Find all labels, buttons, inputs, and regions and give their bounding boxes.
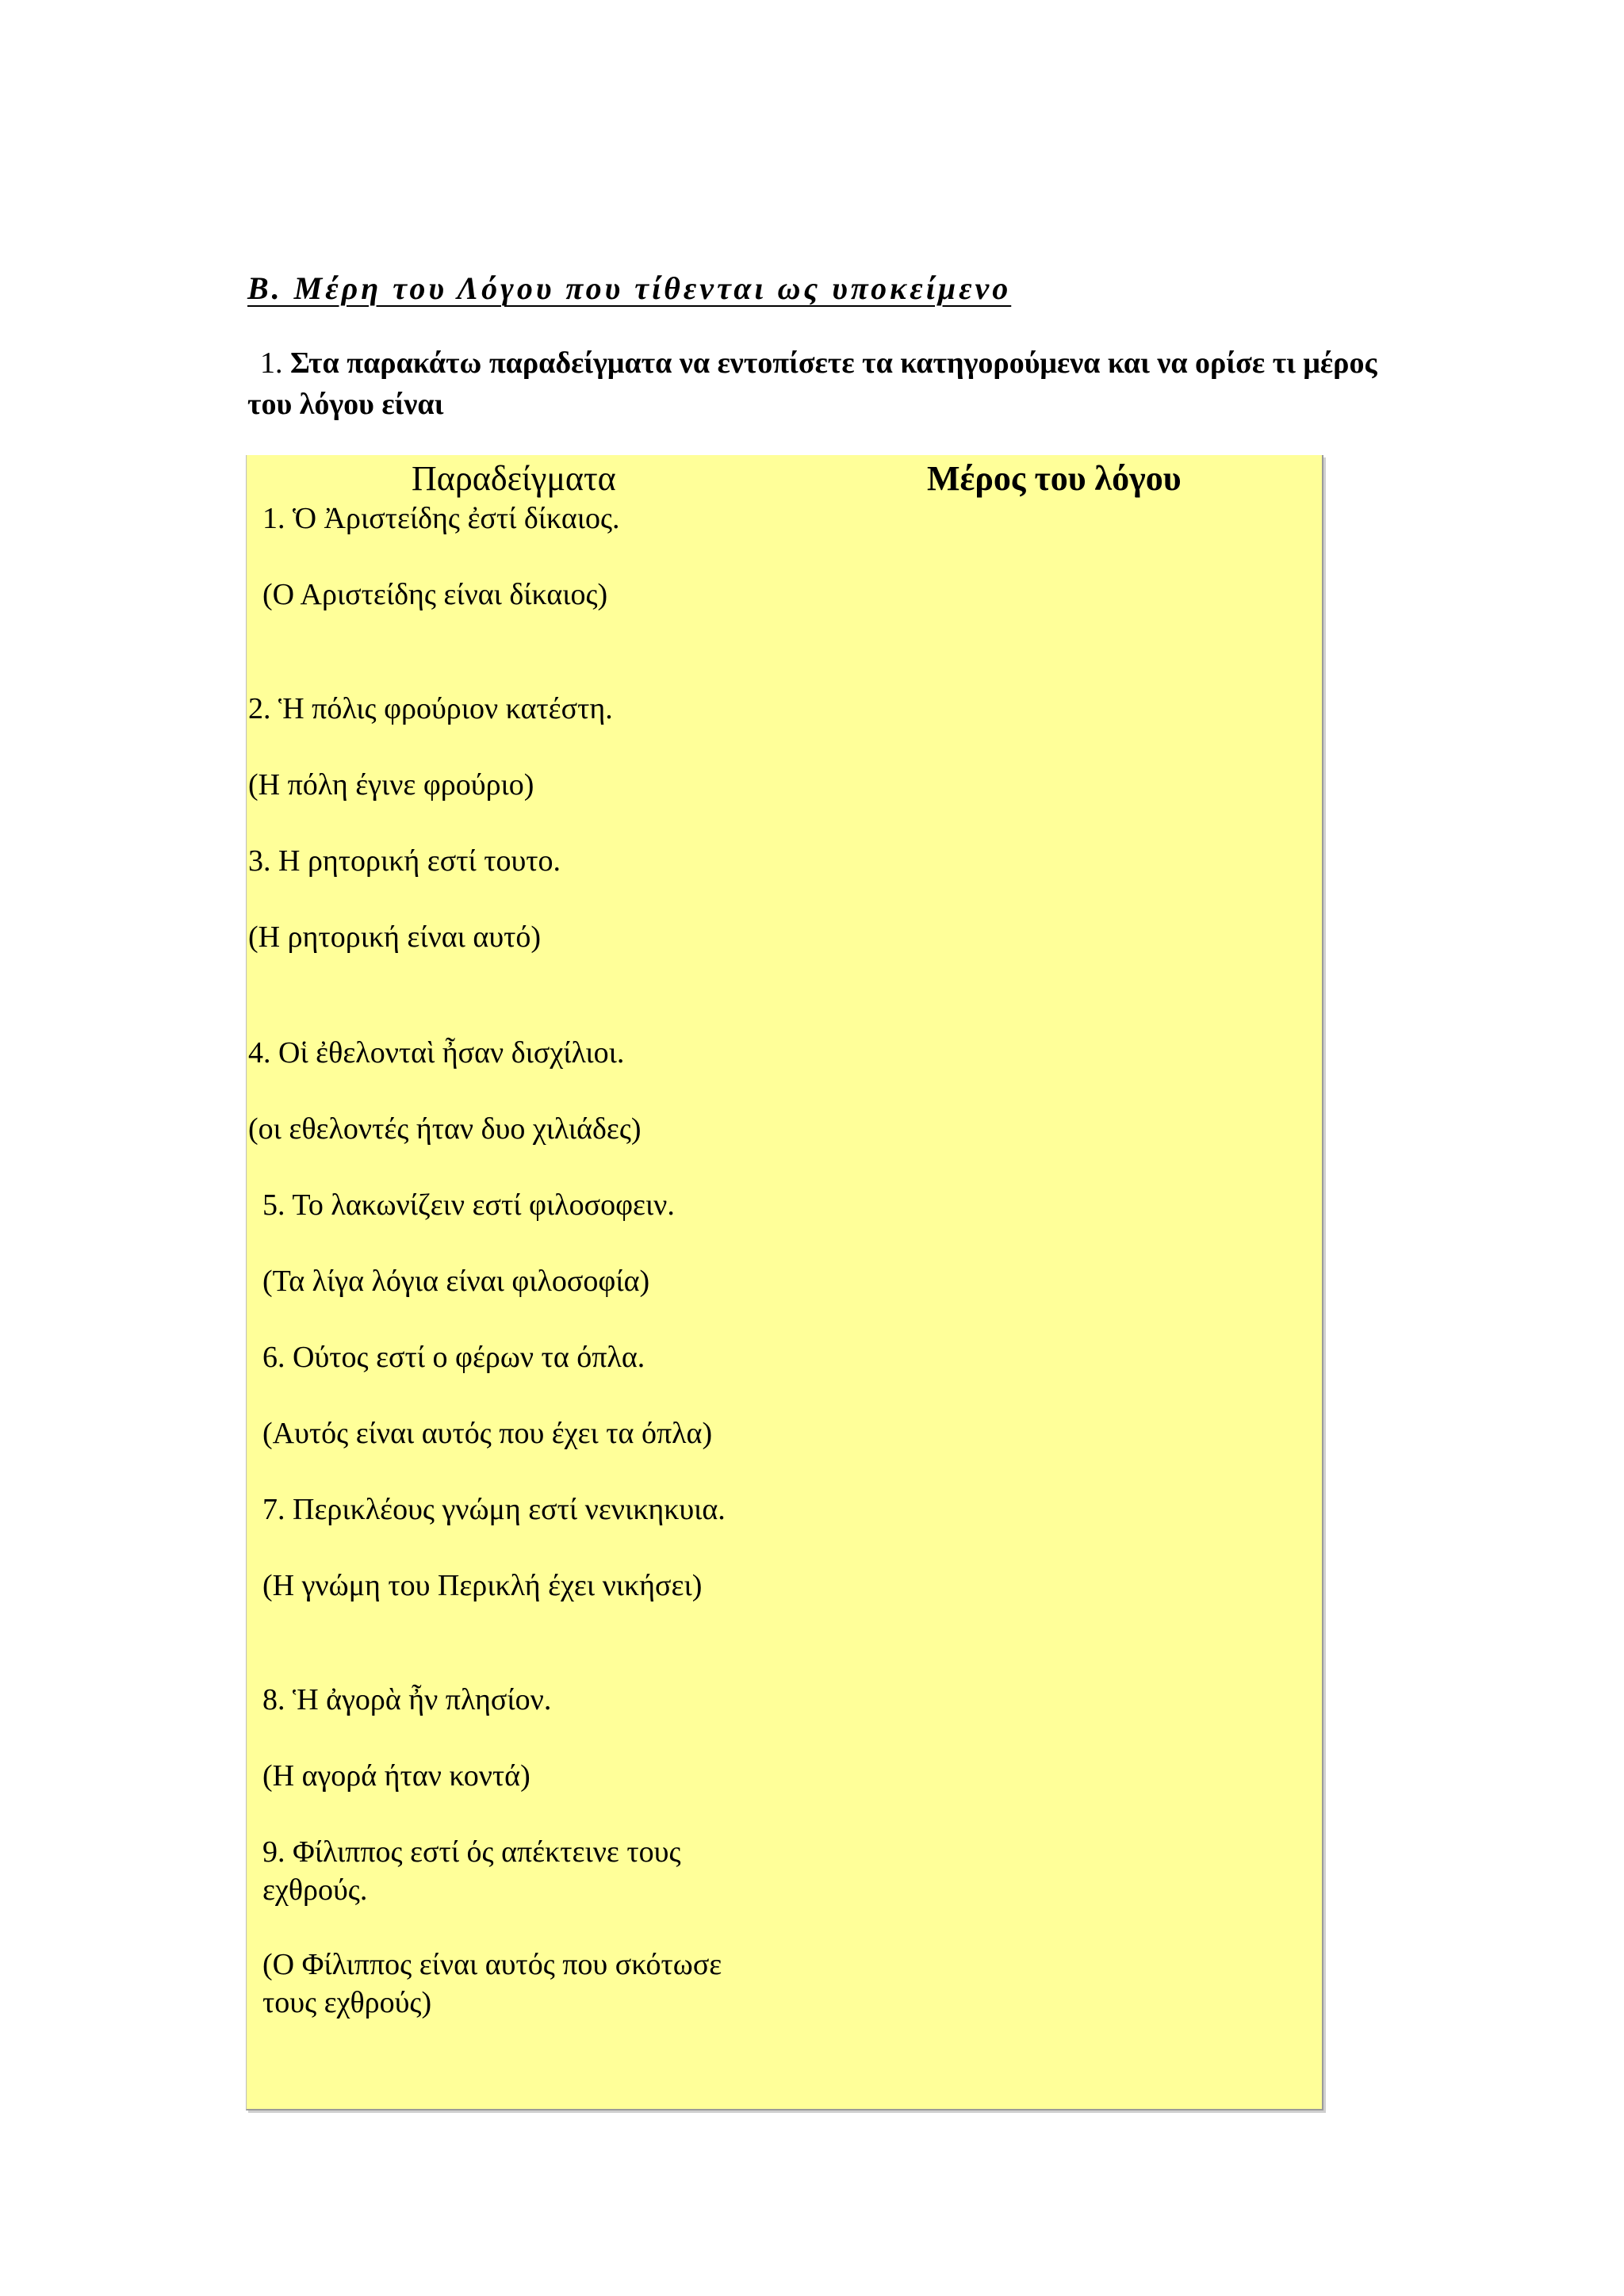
example-9-translation-line-1: (Ο Φίλιππος είναι αυτός που σκότωσε [262,1948,722,1981]
example-7-translation: (Η γνώμη του Περικλή έχει νικήσει) [262,1569,703,1602]
example-6-greek: 6. Ούτος εστί ο φέρων τα όπλα. [262,1341,645,1374]
example-5-translation: (Τα λίγα λόγια είναι φιλοσοφία) [262,1265,650,1298]
instruction-text: Στα παρακάτω παραδείγματα να εντοπίσετε τα κατηγορούμενα και να ορίσε τι μέρος του λόγου είναι [247,346,1377,421]
example-9-greek-line-1: 9. Φίλιππος εστί ός απέκτεινε τους [262,1835,681,1869]
examples-column-header: Παραδείγματα [412,459,616,498]
example-8-translation: (Η αγορά ήταν κοντά) [262,1759,530,1793]
example-2-greek: 2. Ἡ πόλις φρούριον κατέστη. [248,692,613,725]
example-7-greek: 7. Περικλέους γνώμη εστί νενικηκυια. [262,1493,726,1526]
example-3-translation: (Η ρητορική είναι αυτό) [248,920,542,954]
example-6-translation: (Αυτός είναι αυτός που έχει τα όπλα) [262,1417,713,1450]
example-1-greek: 1. Ὁ Ἀριστείδης ἐστί δίκαιος. [262,502,620,535]
example-4-translation: (οι εθελοντές ήταν δυο χιλιάδες) [248,1112,642,1146]
instruction-number: 1. [260,346,283,380]
example-1-translation: (Ο Αριστείδης είναι δίκαιος) [262,578,608,611]
instruction [247,342,1413,425]
example-5-greek: 5. Το λακωνίζειν εστί φιλοσοφειν. [262,1188,675,1222]
example-3-greek: 3. Η ρητορική εστί τουτο. [248,844,561,878]
example-9-greek-line-2: εχθρούς. [262,1873,368,1907]
part-of-speech-column-header: Μέρος του λόγου [927,459,1182,498]
example-9-translation-line-2: τους εχθρούς) [262,1986,432,2019]
example-4-greek: 4. Οἱ ἐθελονταὶ ἦσαν δισχίλιοι. [248,1036,625,1070]
example-2-translation: (Η πόλη έγινε φρούριο) [248,768,534,802]
exercise-table [246,455,1323,2110]
section-heading: B. Μέρη του Λόγου που τίθενται ως υποκείμενο [247,270,1012,306]
example-8-greek: 8. Ἡ ἀγορὰ ἦν πλησίον. [262,1683,552,1716]
